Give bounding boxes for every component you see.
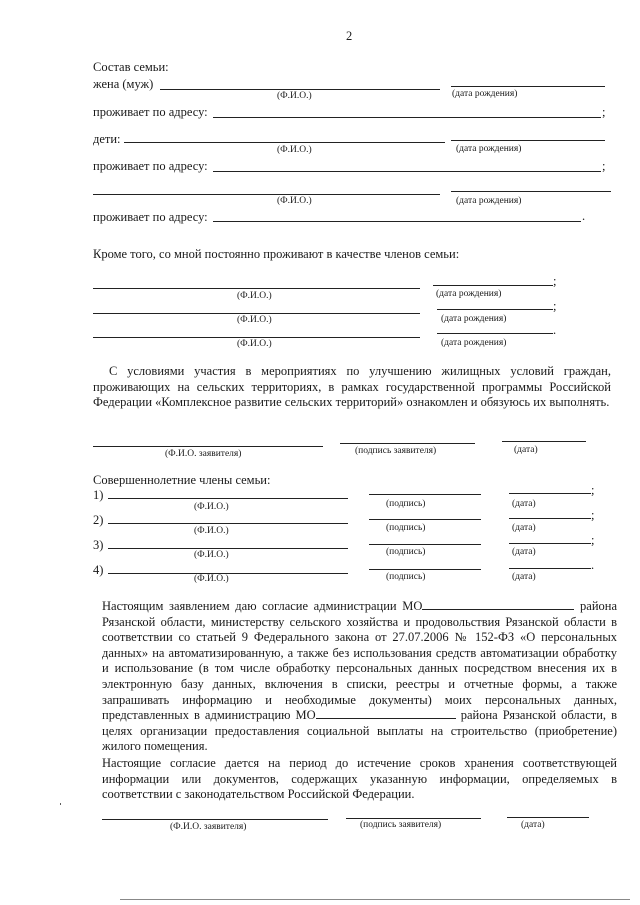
consent-period-text: Настоящие согласие дается на период до истечение сроков хранения соответствующей информации или документов, содержащих указанную информации, определяемых в соответствии с законодательством Российской Федерации.: [102, 756, 617, 802]
other1-fio-line: [93, 288, 420, 289]
adult4-sign-line: [369, 569, 481, 570]
child1-fio-caption: (Ф.И.О.): [277, 145, 312, 155]
spouse-birth-caption: (дата рождения): [452, 89, 518, 99]
adult1-end: ;: [591, 483, 595, 497]
adult4-sign-caption: (подпись): [386, 572, 426, 582]
other3-birth-line: [437, 333, 553, 334]
other2-birth-line: [437, 309, 553, 310]
page-number: 2: [346, 29, 353, 43]
adult3-sign-caption: (подпись): [386, 547, 426, 557]
conditions-text: С условиями участия в мероприятиях по улучшению жилищных условий граждан, проживающих на сельских территориях, в рамках государственной программы Российской Федерации «Комплексное развитие сельских территорий» ознакомлен и обязуюсь их выполнять.: [93, 364, 611, 410]
other3-end: .: [553, 323, 557, 337]
applicant-date-line-2: [507, 817, 589, 818]
consent-text-c: района Рязанской области, в целях организации предоставления социальной выплаты на строительство (приобретение) жилого помещения.: [102, 708, 617, 754]
applicant-fio-caption-2: (Ф.И.О. заявителя): [170, 822, 247, 832]
applicant-fio-caption-1: (Ф.И.О. заявителя): [165, 449, 242, 459]
child1-address-line: [213, 171, 601, 172]
adult1-sign-caption: (подпись): [386, 499, 426, 509]
adult3-sign-line: [369, 544, 481, 545]
adult2-sign-caption: (подпись): [386, 523, 426, 533]
adult1-date-line: [509, 493, 591, 494]
spouse-fio-line: [160, 89, 440, 90]
applicant-sign-caption-2: (подпись заявителя): [360, 820, 442, 830]
other3-birth-caption: (дата рождения): [441, 338, 507, 348]
family-heading: Состав семьи:: [93, 60, 169, 74]
child1-birth-caption: (дата рождения): [456, 144, 522, 154]
other2-birth-caption: (дата рождения): [441, 314, 507, 324]
adult3-number: 3): [93, 538, 104, 552]
applicant-date-caption-1: (дата): [514, 445, 538, 455]
applicant-fio-line-2: [102, 819, 328, 820]
adult3-end: ;: [591, 533, 595, 547]
child2-address-line: [213, 221, 581, 222]
adult4-date-line: [509, 568, 591, 569]
child2-address-label: проживает по адресу:: [93, 210, 208, 224]
adult3-fio-caption: (Ф.И.О.): [194, 550, 229, 560]
adult3-date-line: [509, 543, 591, 544]
consent-paragraph: [102, 599, 617, 755]
adult3-date-caption: (дата): [512, 547, 536, 557]
adult4-end: .: [591, 558, 595, 572]
applicant-sign-caption-1: (подпись заявителя): [355, 446, 437, 456]
adult2-date-caption: (дата): [512, 523, 536, 533]
other1-fio-caption: (Ф.И.О.): [237, 291, 272, 301]
adult2-number: 2): [93, 513, 104, 527]
consent-period-paragraph: [102, 756, 617, 803]
adult1-fio-caption: (Ф.И.О.): [194, 502, 229, 512]
adult1-fio-line: [108, 498, 348, 499]
child1-address-end: ;: [602, 159, 606, 173]
other1-end: ;: [553, 274, 557, 288]
scan-speck: [60, 803, 61, 805]
adult2-date-line: [509, 518, 591, 519]
spouse-fio-caption: (Ф.И.О.): [277, 91, 312, 101]
spouse-address-line: [213, 117, 601, 118]
applicant-fio-line-1: [93, 446, 323, 447]
adult4-number: 4): [93, 563, 104, 577]
adult2-fio-caption: (Ф.И.О.): [194, 526, 229, 536]
child1-address-label: проживает по адресу:: [93, 159, 208, 173]
adult1-date-caption: (дата): [512, 499, 536, 509]
other1-birth-line: [433, 285, 553, 286]
adult2-fio-line: [108, 523, 348, 524]
adult2-sign-line: [369, 519, 481, 520]
child1-birth-line: [451, 140, 605, 141]
spouse-birth-line: [451, 86, 605, 87]
consent-district-blank-1: [422, 599, 574, 610]
consent-district-blank-2: [316, 708, 456, 719]
adult4-fio-caption: (Ф.И.О.): [194, 574, 229, 584]
adult2-end: ;: [591, 508, 595, 522]
child2-birth-line: [451, 191, 611, 192]
other2-fio-caption: (Ф.И.О.): [237, 315, 272, 325]
applicant-date-line-1: [502, 441, 586, 442]
other2-fio-line: [93, 313, 420, 314]
child2-fio-line: [93, 194, 440, 195]
other1-birth-caption: (дата рождения): [436, 289, 502, 299]
spouse-address-label: проживает по адресу:: [93, 105, 208, 119]
adult1-number: 1): [93, 488, 104, 502]
consent-text-a: Настоящим заявлением даю согласие администрации МО: [102, 599, 423, 613]
child2-address-end: .: [582, 209, 586, 223]
other3-fio-caption: (Ф.И.О.): [237, 339, 272, 349]
other2-end: ;: [553, 299, 557, 313]
consent-text-b: района Рязанской области, министерству сельского хозяйства и продовольствия Рязанской области в соответствии со статьей 9 Федерального закона от 27.07.2006 № 152-ФЗ «О персональных данных» на автоматизированную, а также без использования средств автоматизации обработку и использование (в том числе обработку персональных данных посредством внесения их в электронную базу данных, включения в списки, реестры и отчетные формы, а также запрашивать информацию и необходимые документы) моих персональных данных, представленных в администрацию МО: [102, 599, 617, 723]
adults-heading: Совершеннолетние члены семьи:: [93, 473, 271, 487]
applicant-sign-line-1: [340, 443, 475, 444]
spouse-label: жена (муж): [93, 77, 154, 91]
child2-fio-caption: (Ф.И.О.): [277, 196, 312, 206]
scan-bottom-edge: [120, 899, 630, 900]
adult3-fio-line: [108, 548, 348, 549]
others-intro: Кроме того, со мной постоянно проживают в качестве членов семьи:: [93, 247, 460, 261]
spouse-address-end: ;: [602, 105, 606, 119]
conditions-paragraph: [93, 364, 611, 411]
adult4-date-caption: (дата): [512, 572, 536, 582]
other3-fio-line: [93, 337, 420, 338]
child2-birth-caption: (дата рождения): [456, 196, 522, 206]
children-label: дети:: [93, 132, 121, 146]
applicant-date-caption-2: (дата): [521, 820, 545, 830]
child1-fio-line: [124, 142, 445, 143]
adult1-sign-line: [369, 494, 481, 495]
applicant-sign-line-2: [346, 818, 481, 819]
